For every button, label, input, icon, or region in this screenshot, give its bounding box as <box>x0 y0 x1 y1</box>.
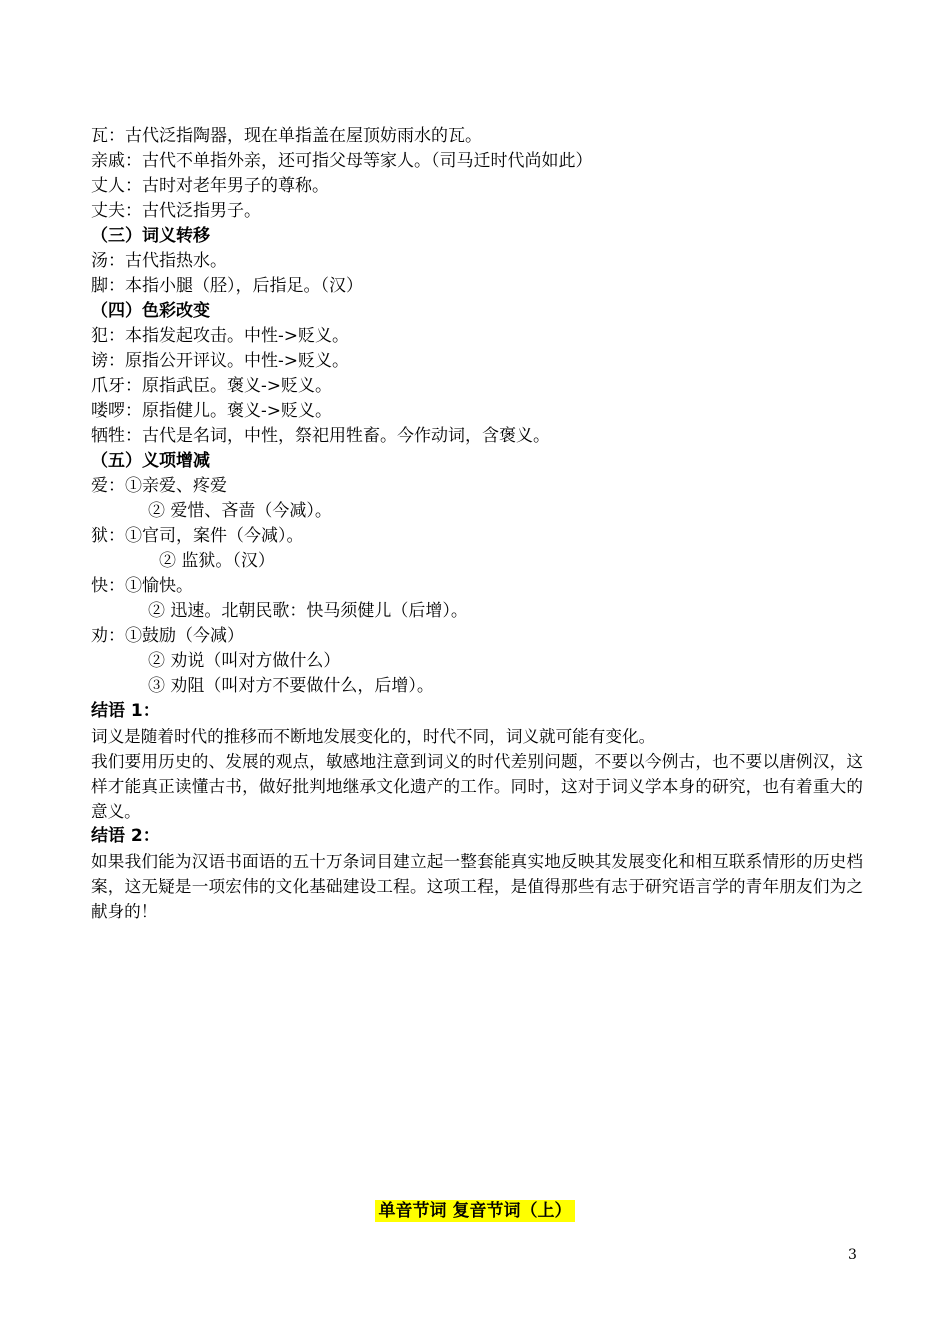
entry-zhaoya: 爪牙：原指武臣。褒义->贬义。 <box>91 376 332 396</box>
entry-louluo: 喽啰：原指健儿。褒义->贬义。 <box>91 401 332 421</box>
conclusion-1-paragraph-1: 词义是随着时代的推移而不断地发展变化的，时代不同，词义就可能有变化。 <box>91 727 656 746</box>
entry-quan: 劝：①鼓励（今减） <box>91 626 244 646</box>
section-heading-5: （五）义项增减 <box>91 451 210 471</box>
entry-yu-sense-2: ② 监狱。（汉） <box>159 551 275 571</box>
entry-wa: 瓦：古代泛指陶器，现在单指盖在屋顶妨雨水的瓦。 <box>91 126 482 146</box>
conclusion-2-paragraph: 如果我们能为汉语书面语的五十万条词目建立起一整套能真实地反映其发展变化和相互联系情形的历史档案，这无疑是一项宏伟的文化基础建设工程。这项工程，是值得那些有志于研究语言学的青年朋友们为之献身的！ <box>91 852 863 921</box>
page-number: 3 <box>848 1247 857 1263</box>
entry-jiao: 脚：本指小腿（胫），后指足。（汉） <box>91 276 363 296</box>
entry-zhangren: 丈人：古时对老年男子的尊称。 <box>91 176 329 196</box>
section-heading-4: （四）色彩改变 <box>91 301 210 321</box>
entry-kuai-sense-2: ② 迅速。北朝民歌：快马须健儿（后增）。 <box>148 601 468 621</box>
footer-title-highlight: 单音节词 复音节词（上） <box>375 1200 576 1222</box>
entry-ai-sense-2: ② 爱惜、吝啬（今减）。 <box>148 501 332 521</box>
conclusion-1-heading: 结语 1： <box>91 701 160 721</box>
footer-title <box>0 1196 950 1221</box>
document-body <box>91 124 863 924</box>
entry-kuai: 快：①愉快。 <box>91 576 193 596</box>
entry-bang: 谤：原指公开评议。中性->贬义。 <box>91 351 349 371</box>
entry-quan-sense-2: ② 劝说（叫对方做什么） <box>148 651 341 671</box>
entry-qinqi: 亲戚：古代不单指外亲，还可指父母等家人。（司马迁时代尚如此） <box>91 151 593 171</box>
entry-zhangfu: 丈夫：古代泛指男子。 <box>91 201 261 221</box>
entry-tang: 汤：古代指热水。 <box>91 251 227 271</box>
entry-yu: 狱：①官司，案件（今减）。 <box>91 526 304 546</box>
entry-fan: 犯：本指发起攻击。中性->贬义。 <box>91 326 349 346</box>
entry-quan-sense-3: ③ 劝阻（叫对方不要做什么，后增）。 <box>148 676 434 696</box>
conclusion-1-paragraph-2: 我们要用历史的、发展的观点，敏感地注意到词义的时代差别问题，不要以今例古，也不要以唐例汉，这样才能真正读懂古书，做好批判地继承文化遗产的工作。同时，这对于词义学本身的研究，也有着重大的意义。 <box>91 752 863 821</box>
entry-ai: 爱：①亲爱、疼爱 <box>91 476 227 496</box>
conclusion-2-heading: 结语 2： <box>91 826 160 846</box>
entry-xisheng: 牺牲：古代是名词，中性，祭祀用牲畜。今作动词，含褒义。 <box>91 426 550 446</box>
section-heading-3: （三）词义转移 <box>91 226 210 246</box>
